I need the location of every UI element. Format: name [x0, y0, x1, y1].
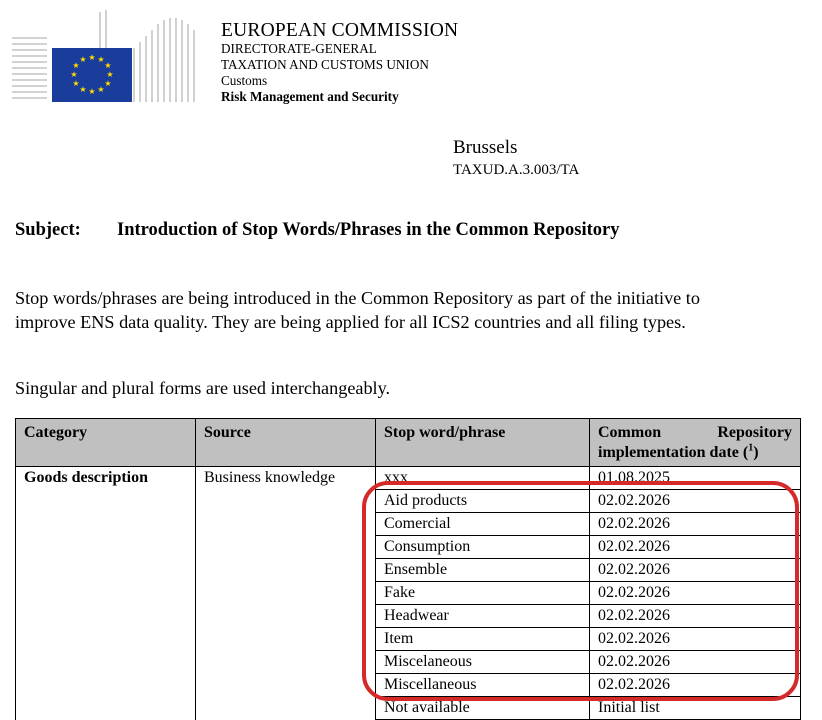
date-cell: 02.02.2026	[590, 674, 801, 697]
phrase-cell: Fake	[376, 582, 590, 605]
svg-text:★: ★	[70, 70, 78, 79]
header-phrase: Stop word/phrase	[376, 419, 590, 467]
svg-text:★: ★	[104, 79, 112, 88]
table-row	[16, 674, 801, 697]
phrase-cell: Miscellaneous	[376, 674, 590, 697]
table-row	[16, 467, 801, 490]
date-cell: 02.02.2026	[590, 536, 801, 559]
subject-line	[15, 220, 619, 241]
svg-text:★: ★	[97, 55, 105, 64]
svg-text:★: ★	[104, 61, 112, 70]
date-cell: 02.02.2026	[590, 559, 801, 582]
phrase-cell: Consumption	[376, 536, 590, 559]
place-and-reference	[453, 136, 579, 180]
letterhead	[221, 20, 458, 105]
phrase-cell: Not available	[376, 697, 590, 720]
subject-label: Subject:	[15, 220, 81, 240]
date-cell: Initial list	[590, 697, 801, 720]
phrase-cell: Item	[376, 628, 590, 651]
svg-text:★: ★	[106, 70, 114, 79]
organization-name: EUROPEAN COMMISSION	[221, 20, 459, 41]
phrase-cell: Aid products	[376, 490, 590, 513]
phrase-cell: xxx	[376, 467, 590, 490]
city: Brussels	[453, 137, 518, 158]
date-cell: 02.02.2026	[590, 582, 801, 605]
table-row	[16, 651, 801, 674]
svg-text:★: ★	[79, 55, 87, 64]
subunit-name: Risk Management and Security	[221, 89, 399, 105]
table-row	[16, 513, 801, 536]
svg-text:★: ★	[72, 79, 80, 88]
svg-text:★: ★	[88, 53, 96, 62]
unit-name: Customs	[221, 73, 268, 89]
category-cell: Goods description	[16, 467, 196, 490]
plural-note-paragraph: Singular and plural forms are used interchangeably.	[15, 378, 391, 398]
date-cell: 02.02.2026	[590, 651, 801, 674]
source-cell: Business knowledge	[196, 467, 376, 490]
header-source: Source	[196, 419, 376, 467]
directorate-line-2: TAXATION AND CUSTOMS UNION	[221, 57, 429, 73]
date-cell: 02.02.2026	[590, 490, 801, 513]
table-header-row	[16, 419, 801, 467]
header-implementation-date: Common Repository implementation date ($^1$)	[590, 419, 801, 467]
svg-text:★: ★	[72, 61, 80, 70]
ec-logo-graphic	[12, 8, 202, 110]
table-row	[16, 536, 801, 559]
table-row	[16, 559, 801, 582]
table-row	[16, 490, 801, 513]
svg-text:★: ★	[79, 85, 87, 94]
subject-text: Introduction of Stop Words/Phrases in the Common Repository	[117, 220, 620, 240]
phrase-cell: Ensemble	[376, 559, 590, 582]
intro-paragraph: Stop words/phrases are being introduced in the Common Repository as part of the initiative to improve ENS data quality. They are being applied for all ICS2 countries and all filing types.	[15, 288, 700, 332]
directorate-line-1: DIRECTORATE-GENERAL	[221, 41, 377, 57]
phrase-cell: Comercial	[376, 513, 590, 536]
phrase-cell: Miscelaneous	[376, 651, 590, 674]
date-cell: 02.02.2026	[590, 628, 801, 651]
table-row	[16, 697, 801, 720]
phrase-cell: Headwear	[376, 605, 590, 628]
footnote-marker: 1	[748, 442, 754, 454]
date-cell: 02.02.2026	[590, 513, 801, 536]
stop-words-table	[15, 418, 801, 720]
table-row	[16, 628, 801, 651]
reference-number: TAXUD.A.3.003/TA	[453, 162, 580, 178]
svg-text:★: ★	[97, 85, 105, 94]
table-row	[16, 582, 801, 605]
svg-text:★: ★	[88, 87, 96, 96]
date-cell: 02.02.2026	[590, 605, 801, 628]
table-row	[16, 605, 801, 628]
european-commission-logo	[12, 8, 202, 110]
date-cell: 01.08.2025	[590, 467, 801, 490]
header-category: Category	[16, 419, 196, 467]
